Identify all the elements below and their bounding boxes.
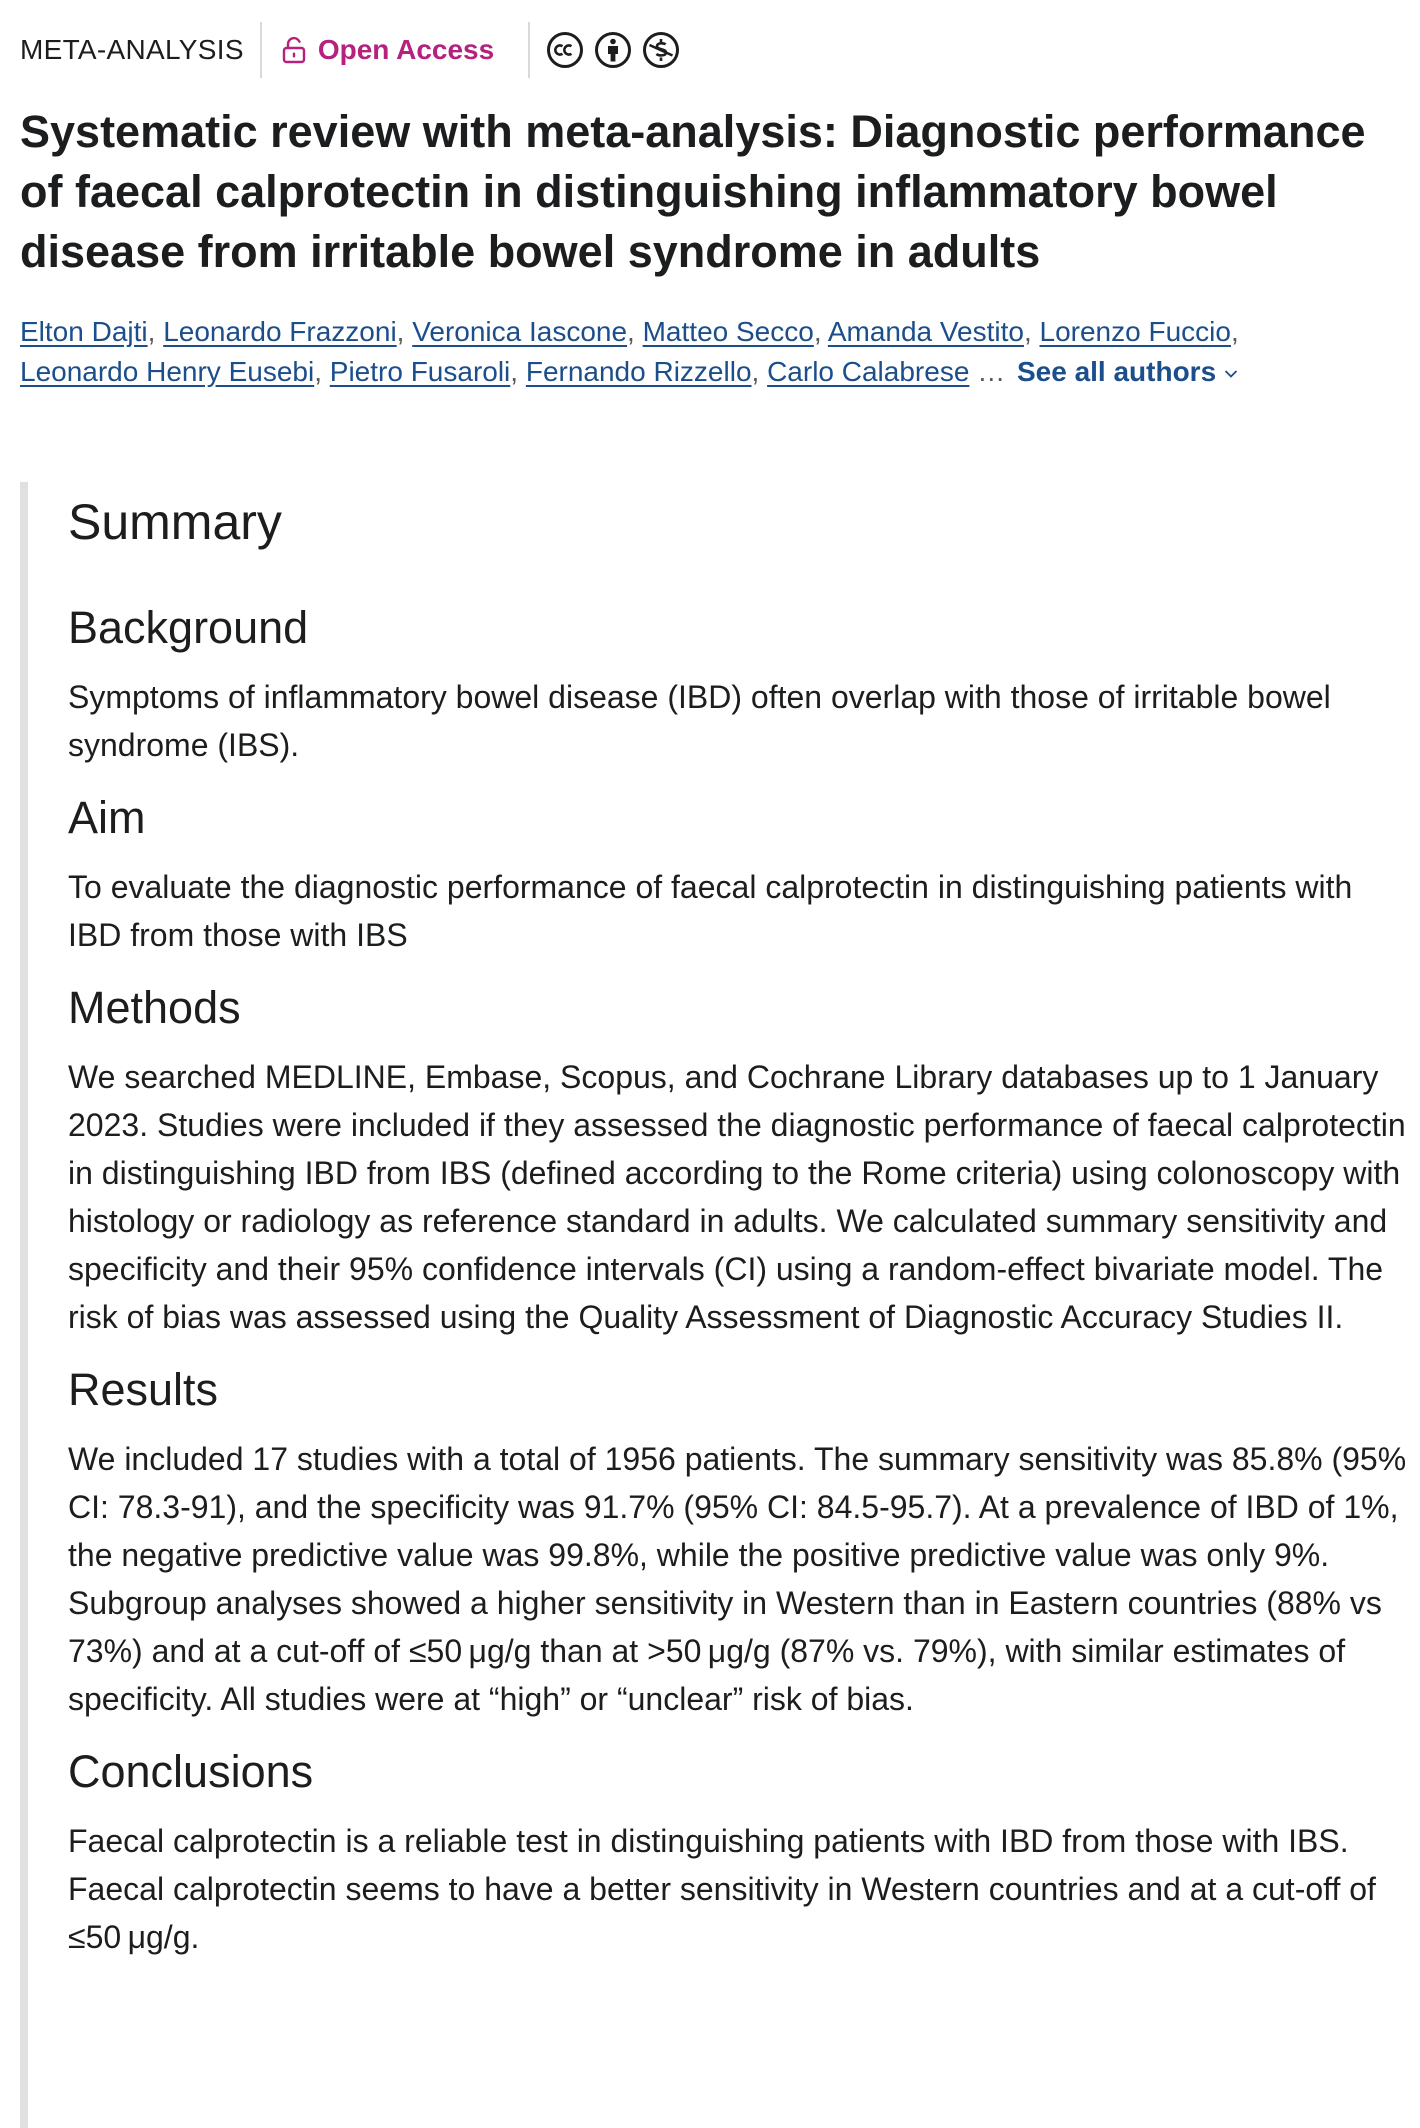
abstract-conclusions [68,1745,1410,1961]
author-link[interactable]: Lorenzo Fuccio [1039,316,1231,347]
abstract-section [20,482,1410,2128]
section-heading: Aim [68,792,146,843]
attribution-icon[interactable] [594,31,632,69]
section-text: Faecal calprotectin is a reliable test in distinguishing patients with IBD from those with IBS. Faecal calprotectin seems to have a better sensitivity in Western countries and at a cut-off of ≤50 μg/g. [68,1823,1376,1955]
author-ellipsis: … [977,356,1006,387]
open-access-badge[interactable] [262,22,530,78]
section-heading: Methods [68,982,241,1033]
author-separator: , [314,356,330,387]
section-heading: Conclusions [68,1746,314,1797]
article-title: Systematic review with meta-analysis: Diagnostic performance of faecal calprotectin in distinguishing inflammatory bowel disease from irritable bowel syndrome in adults [20,106,1366,277]
author-separator: , [813,316,828,347]
chevron-down-icon [1224,369,1238,379]
abstract-results [68,1363,1410,1723]
author-separator: , [627,316,643,347]
section-text: We included 17 studies with a total of 1956 patients. The summary sensitivity was 85.8% (95% CI: 78.3-91), and the specificity was 91.7% (95% CI: 84.5-95.7). At a prevalence of IBD of 1%, the negative predictive value was 99.8%, while the positive predictive value was only 9%. Subgroup analyses showed a higher sensitivity in Western than in Eastern countries (88% vs 73%) and at a cut-off of ≤50 μg/g than at >50 μg/g (87% vs. 79%), with similar estimates of specificity. All studies were at “high” or “unclear” risk of bias. [68,1441,1407,1717]
author-link[interactable]: Pietro Fusaroli [329,356,511,387]
open-access-label: Open Access [317,34,495,65]
author-separator: , [147,316,164,347]
section-heading: Background [68,602,309,653]
see-all-authors-button[interactable] [1017,356,1238,387]
author-separator: , [751,356,768,387]
author-separator: , [1230,316,1239,347]
author-separator: , [1023,316,1040,347]
cc-icon[interactable] [546,31,584,69]
author-separator: , [510,356,526,387]
author-link[interactable]: Veronica Iascone [412,316,628,347]
section-text: Symptoms of inflammatory bowel disease (IBD) often overlap with those of irritable bowel syndrome (IBS). [68,679,1331,763]
abstract-aim [68,791,1410,959]
open-lock-icon [282,36,306,64]
author-link[interactable]: Amanda Vestito [827,316,1024,347]
section-text: We searched MEDLINE, Embase, Scopus, and Cochrane Library databases up to 1 January 2023. Studies were included if they assessed the diagnostic performance of faecal calprotectin in distinguishing IBD from IBS (defined according to the Rome criteria) using colonoscopy with histology or radiology as reference standard in adults. We calculated summary sensitivity and specificity and their 95% confidence intervals (CI) using a random-effect bivariate model. The risk of bias was assessed using the Quality Assessment of Diagnostic Accuracy Studies II. [68,1059,1406,1335]
author-link[interactable]: Elton Dajti [20,316,148,347]
author-separator: , [396,316,413,347]
author-link[interactable]: Carlo Calabrese [767,356,970,387]
noncommercial-icon[interactable] [642,31,680,69]
author-link[interactable]: Fernando Rizzello [525,356,752,387]
abstract-heading: Summary [68,494,282,550]
abstract-methods [68,981,1410,1341]
article-type-label: META-ANALYSIS [20,22,262,78]
author-link[interactable]: Leonardo Frazzoni [163,316,397,347]
author-list [20,312,1410,392]
article-page [20,0,1410,392]
see-all-authors-label: See all authors [1016,356,1217,387]
licence-icons[interactable] [530,31,680,69]
article-meta-bar [20,0,1410,100]
section-heading: Results [68,1364,219,1415]
section-text: To evaluate the diagnostic performance of faecal calprotectin in distinguishing patients with IBD from those with IBS [68,869,1353,953]
author-link[interactable]: Leonardo Henry Eusebi [20,356,315,387]
author-link[interactable]: Matteo Secco [642,316,814,347]
abstract-background [68,601,1410,769]
